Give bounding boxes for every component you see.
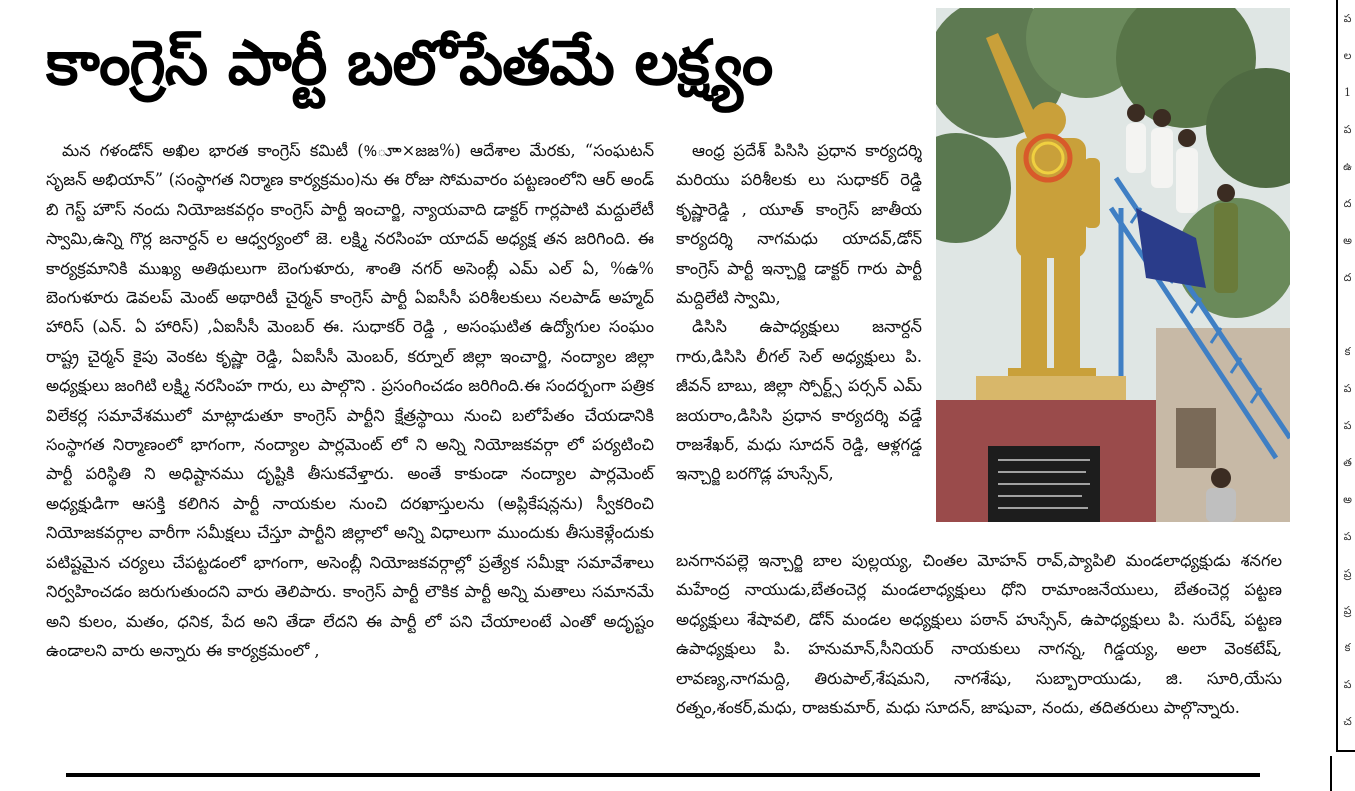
strip-glyph: క	[1344, 345, 1351, 358]
article-right-column	[676, 136, 922, 489]
strip-glyph: ద	[1343, 271, 1352, 284]
strip-glyph: ద	[1343, 197, 1352, 210]
article-left-column	[46, 136, 654, 665]
article-bottom-column	[676, 546, 1282, 722]
strip-glyph: ల	[1343, 49, 1352, 62]
strip-glyph: ప	[1343, 12, 1352, 25]
strip-glyph: క	[1344, 641, 1351, 654]
statue-photo-illustration	[936, 8, 1290, 522]
bottom-rule	[66, 773, 1260, 777]
strip-glyph: అ	[1343, 234, 1352, 247]
strip-glyph: ప	[1343, 419, 1352, 432]
headline: కాంగ్రెస్ పార్టీ బలోపేతమే లక్ష్యం	[46, 26, 773, 99]
strip-glyph	[1338, 296, 1355, 333]
strip-glyph: అ	[1343, 493, 1352, 506]
article-paragraph: మన గళండోన్ అఖిల భారత కాంగ్రెస్ కమిటీ (%ూా×జజ%) ఆదేశాల మేరకు, “సంఘటన్ సృజన్ అభియాన్” (సంస్థాగత నిర్మాణ కార్యక్రమం)ను ఈ రోజు సోమవారం పట్టణంలోని ఆర్ అండ్ బి గెస్ట్ హౌస్ నందు నియోజకవర్గం కాంగ్రెస్ పార్టీ ఇంచార్జి, న్యాయవాది డాక్టర్ గార్లపాటి మద్దులేటీ స్వామి,ఉన్ని గొర్ల జనార్దన్ ల ఆధ్వర్యంలో జె. లక్ష్మి నరసింహ యాదవ్ అధ్యక్ష తన జరిగింది. ఈ కార్యక్రమానికి ముఖ్య అతిథులుగా బెంగుళూరు, శాంతి నగర్ అసెంబ్లీ ఎమ్ ఎల్ ఏ, %ఉ% బెంగుళూరు డెవలప్ మెంట్ అథారిటీ చైర్మన్ కాంగ్రెస్ పార్టీ ఏఐసీసీ పరిశీలకులు నలపాడ్ అహ్మద్ హారిస్ (ఎన్. ఏ హారిస్) ,ఏఐసీసీ మెంబర్ ఈ. సుధాకర్ రెడ్డి , అసంఘటిత ఉద్యోగుల సంఘం రాష్ట్ర చైర్మన్ కైపు వెంకట కృష్ణా రెడ్డి, ఏఐసీసీ మెంబర్, కర్నూల్ జిల్లా ఇంచార్జి, నంద్యాల జిల్లా అధ్యక్షులు జంగిటి లక్ష్మి నరసింహ గారు, లు పాల్గొని . ప్రసంగించడం జరిగింది.ఈ సందర్బంగా పత్రిక విలేకర్ల సమావేశములో మాట్లాడుతూ కాంగ్రెస్ పార్టీని క్షేత్రస్థాయి నుంచి బలోపేతం చేయడానికి సంస్థాగత నిర్మాణంలో భాగంగా, నంద్యాల పార్లమెంట్ లో ని అన్ని నియోజకవర్గా లో పర్యటించి పార్టీ పరిస్థితి ని అధిష్టానము దృష్టికి తీసుకవేళ్తారు. అంతే కాకుండా నంద్యాల పార్లమెంట్ అధ్యక్షుడిగా ఆసక్తి కలిగిన పార్టీ నాయకుల నుంచి దరఖాస్తులను (అప్లికేషన్లను) స్వీకరించి నియోజకవర్గాల వారీగా సమీక్షలు చేస్తూ పార్టీని జిల్లాలో అన్ని విధాలుగా ముందుకు తీసుకెళ్లేందుకు పటిష్టమైన చర్యలు చేపట్టడంలో భాగంగా, అసెంబ్లీ నియోజకవర్గాల్లో ప్రత్యేక సమీక్షా సమావేశాలు నిర్వహించడం జరుగుతుందని వారు తెలిపారు. కాంగ్రెస్ పార్టీ లౌకిక పార్టీ అన్ని మతాలు సమానమే అని కులం, మతం, ధనిక, పేద అని తేడా లేదని ఈ పార్టీ లో పని చేయాలంటే ఎంతో అదృష్టం ఉండాలని వారు అన్నారు ఈ కార్యక్రమంలో ,	[46, 141, 654, 660]
strip-glyph: ప	[1343, 678, 1352, 691]
strip-glyph: ప	[1343, 382, 1352, 395]
strip-glyph: ప్ర	[1343, 567, 1352, 580]
article-paragraph: బనగానపల్లె ఇన్చార్జి బాల పుల్లయ్య, చింతల మోహన్ రావ్,ప్యాపిలి మండలాధ్యక్షుడు శనగల మహేంద్ర నాయుడు,బేతంచెర్ల మండలాధ్యక్షులు ధోని రామాంజనేయులు, బేతంచెర్ల పట్టణ అధ్యక్షులు శేషావలి, డోన్ మండల అధ్యక్షులు పఠాన్ హుస్సేన్, ఉపాధ్యక్షులు పి. సురేష్, పట్టణ ఉపాధ్యక్షులు పి. హనుమాన్,సీనియర్ నాయకులు నాగన్న, గిడ్డయ్య, అలా వెంకటేష్, లావణ్య,నాగమద్ది, తిరుపాల్,శేషమని, నాగశేషు, సుబ్బారాయుడు, జి. సూరి,యేసు రత్నం,శంకర్,మధు, రాజకుమార్, మధు సూదన్, జాషువా, నందు, తదితరులు పాల్గొన్నారు.	[676, 551, 1282, 718]
strip-glyph: ఉ	[1343, 160, 1352, 173]
strip-glyph: చ	[1343, 715, 1352, 728]
statue-photo	[936, 8, 1290, 522]
strip-glyph: ప	[1343, 530, 1352, 543]
adjacent-column-border	[1330, 756, 1355, 791]
strip-glyph: ప	[1343, 123, 1352, 136]
article-paragraph: ఆంధ్ర ప్రదేశ్ పిసిసి ప్రధాన కార్యదర్శి మరియు పరిశీలకు లు సుధాకర్ రెడ్డి కృష్ణారెడ్డి , యూత్ కాంగ్రెస్ జాతీయ కార్యదర్శి నాగమధు యాదవ్,డోన్ కాంగ్రెస్ పార్టీ ఇన్చార్జి డాక్టర్ గారు పార్టీ మద్దిలేటి స్వామి,	[676, 141, 922, 308]
strip-glyph: ప్ర	[1343, 604, 1352, 617]
article-paragraph: డిసిసి ఉపాధ్యక్షులు జనార్దన్ గారు,డిసిసి లీగల్ సెల్ అధ్యక్షులు పి. జీవన్ బాబు, జిల్లా స్పోర్ట్స్ పర్సన్ ఎమ్ జయరాం,డిసిసి ప్రధాన కార్యదర్శి వడ్డే రాజశేఖర్, మధు సూదన్ రెడ్డి, ఆళ్లగడ్డ ఇన్చార్జి బరగొడ్ల హుస్సేన్,	[676, 317, 922, 484]
strip-glyph: త	[1343, 456, 1352, 469]
adjacent-column-strip	[1336, 0, 1355, 752]
strip-glyph: 1	[1344, 86, 1351, 99]
